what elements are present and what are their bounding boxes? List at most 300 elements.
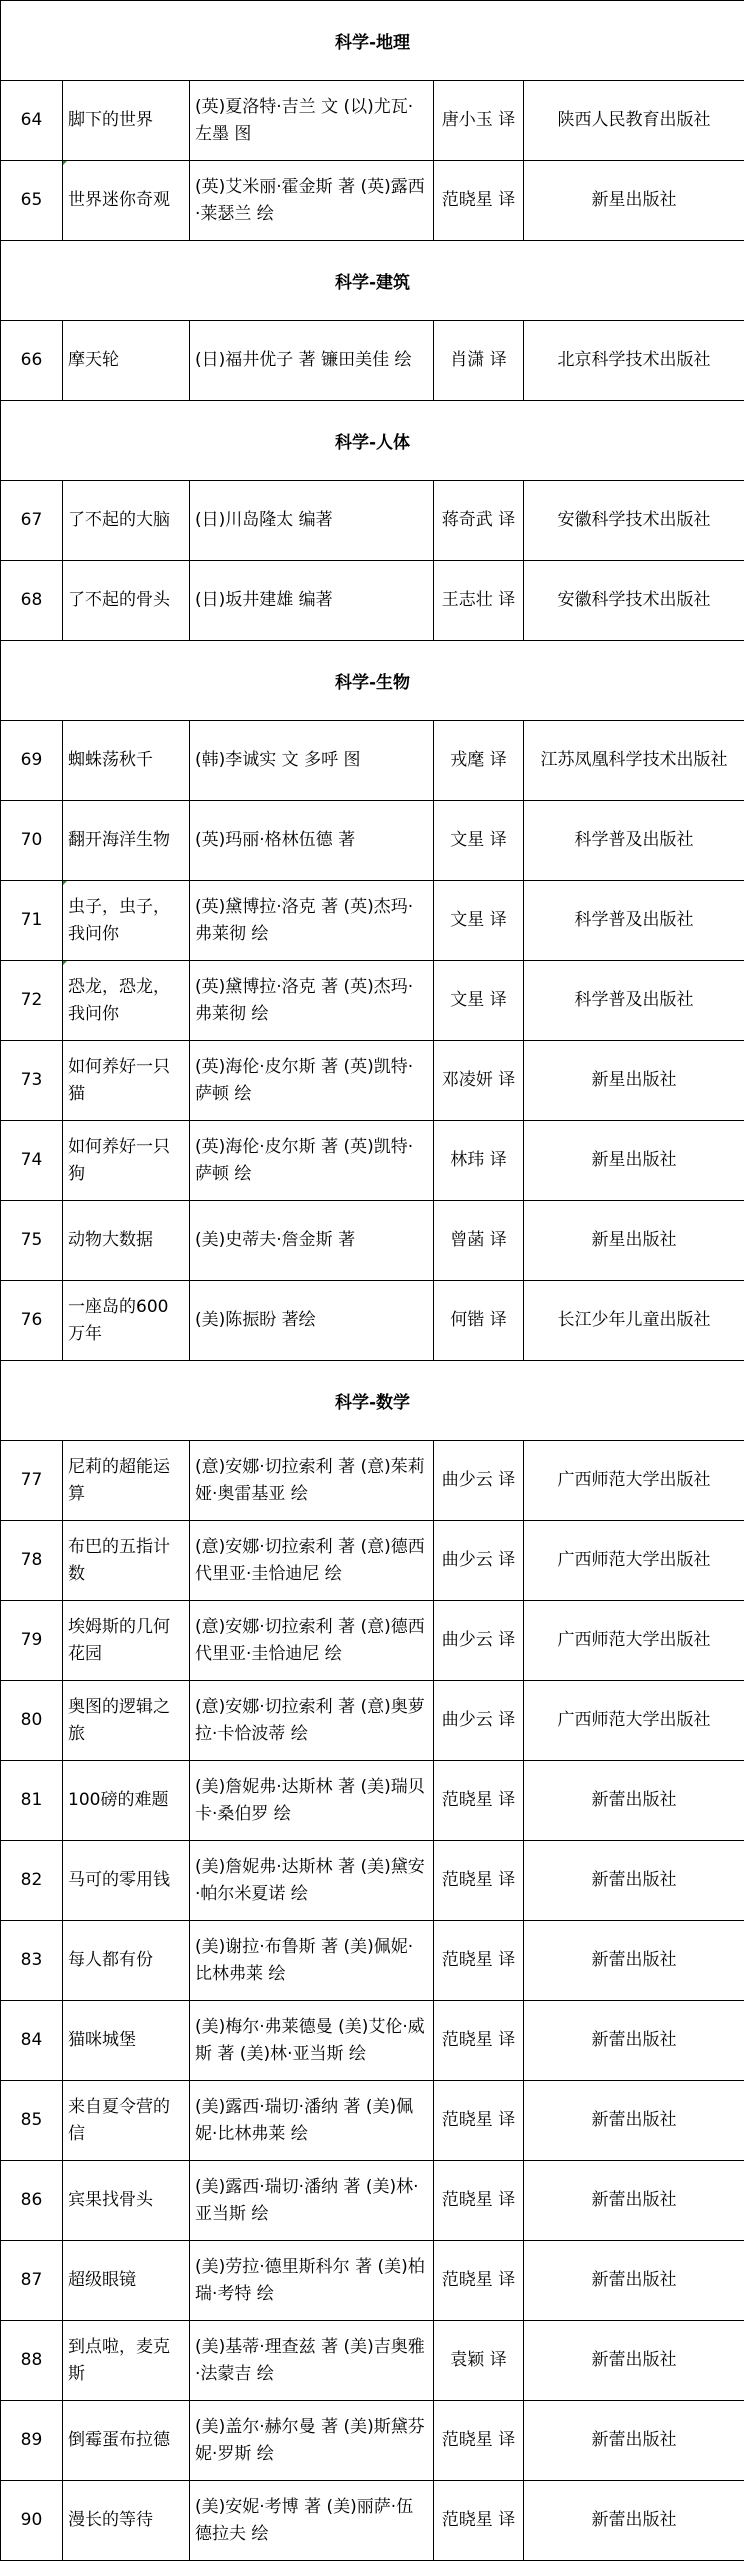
book-number-text: 73 xyxy=(20,1070,43,1090)
book-publisher-text: 新蕾出版社 xyxy=(591,2510,677,2530)
book-title xyxy=(63,1121,190,1200)
table-row xyxy=(1,1680,744,1760)
book-translator-text: 曲少云 译 xyxy=(441,1710,516,1730)
book-publisher xyxy=(524,1041,744,1120)
book-translator xyxy=(434,481,524,560)
book-translator xyxy=(434,1681,524,1760)
book-translator-text: 范晓星 译 xyxy=(441,2110,516,2130)
book-number-text: 75 xyxy=(20,1230,43,1250)
table-row xyxy=(1,1760,744,1840)
book-title-text: 脚下的世界 xyxy=(68,110,153,130)
book-author xyxy=(190,2001,434,2080)
book-title xyxy=(63,801,190,880)
book-publisher-text: 新蕾出版社 xyxy=(591,2110,677,2130)
book-translator xyxy=(434,1281,524,1360)
book-number-text: 87 xyxy=(20,2270,43,2290)
book-number xyxy=(1,1761,63,1840)
book-author-text: (美)谢拉·布鲁斯 著 (美)佩妮·比林弗莱 绘 xyxy=(195,1936,414,1984)
book-title xyxy=(63,161,190,240)
book-author xyxy=(190,2241,434,2320)
book-author xyxy=(190,1681,434,1760)
book-translator-text: 范晓星 译 xyxy=(441,2270,516,2290)
book-translator xyxy=(434,881,524,960)
table-row xyxy=(1,1200,744,1280)
book-number xyxy=(1,1121,63,1200)
book-title-text: 如何养好一只猫 xyxy=(68,1056,170,1104)
book-author-text: (美)詹妮弗·达斯林 著 (美)瑞贝卡·桑伯罗 绘 xyxy=(195,1776,425,1824)
book-publisher-text: 新蕾出版社 xyxy=(591,1950,677,1970)
cell-marker-icon xyxy=(63,961,67,965)
book-author-text: (英)玛丽·格林伍德 著 xyxy=(195,830,356,850)
book-number xyxy=(1,1201,63,1280)
section-heading: 科学-建筑 xyxy=(1,240,744,320)
book-author-text: (美)露西·瑞切·潘纳 著 (美)林·亚当斯 绘 xyxy=(195,2176,419,2224)
book-publisher-text: 新星出版社 xyxy=(591,190,677,210)
book-number-text: 85 xyxy=(20,2110,43,2130)
book-publisher-text: 科学普及出版社 xyxy=(574,830,694,850)
book-author xyxy=(190,721,434,800)
table-row xyxy=(1,2240,744,2320)
table-row xyxy=(1,1840,744,1920)
book-number xyxy=(1,161,63,240)
book-title xyxy=(63,561,190,640)
book-translator xyxy=(434,321,524,400)
book-author-text: (意)安娜·切拉索利 著 (意)茱莉娅·奥雷基亚 绘 xyxy=(195,1456,425,1504)
book-publisher xyxy=(524,1761,744,1840)
book-translator xyxy=(434,1041,524,1120)
book-translator xyxy=(434,801,524,880)
book-author-text: (美)詹妮弗·达斯林 著 (美)黛安·帕尔米夏诺 绘 xyxy=(195,1856,425,1904)
book-number-text: 78 xyxy=(20,1550,43,1570)
table-row xyxy=(1,1040,744,1120)
book-number xyxy=(1,2401,63,2480)
book-publisher xyxy=(524,721,744,800)
table-row xyxy=(1,1920,744,2000)
table-row xyxy=(1,1440,744,1520)
section-heading: 科学-数学 xyxy=(1,1360,744,1440)
book-author xyxy=(190,801,434,880)
book-number-text: 67 xyxy=(20,510,43,530)
book-number-text: 80 xyxy=(20,1710,43,1730)
table-row xyxy=(1,1520,744,1600)
book-publisher xyxy=(524,961,744,1040)
book-translator xyxy=(434,1601,524,1680)
section-heading: 科学-地理 xyxy=(1,0,744,80)
book-translator-text: 范晓星 译 xyxy=(441,2190,516,2210)
cell-marker-icon xyxy=(63,881,67,885)
book-author-text: (美)陈振盼 著绘 xyxy=(195,1310,316,1330)
book-translator-text: 曲少云 译 xyxy=(441,1630,516,1650)
book-publisher xyxy=(524,561,744,640)
book-number xyxy=(1,961,63,1040)
book-translator-text: 林玮 译 xyxy=(450,1150,507,1170)
book-author-text: (意)安娜·切拉索利 著 (意)奥萝拉·卡恰波蒂 绘 xyxy=(195,1696,425,1744)
book-title-text: 埃姆斯的几何花园 xyxy=(68,1616,170,1664)
book-title-text: 虫子，虫子，我问你 xyxy=(68,896,170,944)
table-row xyxy=(1,2480,744,2560)
book-translator-text: 王志壮 译 xyxy=(441,590,516,610)
book-publisher xyxy=(524,1681,744,1760)
book-publisher-text: 北京科学技术出版社 xyxy=(557,350,711,370)
book-translator xyxy=(434,1201,524,1280)
book-title xyxy=(63,2321,190,2400)
book-translator xyxy=(434,2321,524,2400)
table-row xyxy=(1,1120,744,1200)
book-translator-text: 蒋奇武 译 xyxy=(441,510,516,530)
book-translator xyxy=(434,961,524,1040)
book-author xyxy=(190,2481,434,2560)
book-publisher xyxy=(524,1921,744,2000)
book-number xyxy=(1,801,63,880)
book-number-text: 86 xyxy=(20,2190,43,2210)
book-translator xyxy=(434,2241,524,2320)
book-publisher xyxy=(524,2001,744,2080)
book-title-text: 猫咪城堡 xyxy=(68,2030,136,2050)
table-row xyxy=(1,2400,744,2480)
book-publisher-text: 广西师范大学出版社 xyxy=(557,1710,711,1730)
book-translator-text: 曾菡 译 xyxy=(450,1230,507,1250)
book-author-text: (美)基蒂·理查兹 著 (美)吉奥雅·法蒙吉 绘 xyxy=(195,2336,425,2384)
book-publisher xyxy=(524,1841,744,1920)
book-title xyxy=(63,1201,190,1280)
book-title-text: 奥图的逻辑之旅 xyxy=(68,1696,170,1744)
book-publisher-text: 安徽科学技术出版社 xyxy=(557,510,711,530)
book-translator-text: 袁颖 译 xyxy=(450,2350,507,2370)
book-number-text: 72 xyxy=(20,990,43,1010)
book-number xyxy=(1,321,63,400)
book-number-text: 90 xyxy=(20,2510,43,2530)
table-row xyxy=(1,80,744,160)
cell-marker-icon xyxy=(63,161,67,165)
book-translator-text: 范晓星 译 xyxy=(441,2430,516,2450)
book-translator xyxy=(434,81,524,160)
book-title xyxy=(63,721,190,800)
book-title-text: 来自夏令营的信 xyxy=(68,2096,170,2144)
book-translator-text: 文星 译 xyxy=(450,910,507,930)
book-number xyxy=(1,81,63,160)
book-title xyxy=(63,2401,190,2480)
book-author xyxy=(190,2081,434,2160)
book-author-text: (日)福井优子 著 镰田美佳 绘 xyxy=(195,350,412,370)
book-translator-text: 戎麾 译 xyxy=(450,750,507,770)
book-translator-text: 文星 译 xyxy=(450,830,507,850)
book-publisher xyxy=(524,1601,744,1680)
book-publisher-text: 广西师范大学出版社 xyxy=(557,1470,711,1490)
book-translator-text: 曲少云 译 xyxy=(441,1550,516,1570)
book-publisher-text: 陕西人民教育出版社 xyxy=(557,110,711,130)
book-publisher xyxy=(524,481,744,560)
book-number xyxy=(1,481,63,560)
book-title-text: 摩天轮 xyxy=(68,350,119,370)
book-author xyxy=(190,481,434,560)
book-author xyxy=(190,561,434,640)
book-number xyxy=(1,721,63,800)
book-translator-text: 邓凌妍 译 xyxy=(441,1070,516,1090)
book-title-text: 恐龙，恐龙，我问你 xyxy=(68,976,170,1024)
book-publisher-text: 新星出版社 xyxy=(591,1230,677,1250)
table-row xyxy=(1,320,744,400)
book-title xyxy=(63,1601,190,1680)
book-publisher-text: 安徽科学技术出版社 xyxy=(557,590,711,610)
book-author-text: (意)安娜·切拉索利 著 (意)德西代里亚·圭恰迪尼 绘 xyxy=(195,1616,425,1664)
book-title xyxy=(63,2081,190,2160)
book-publisher xyxy=(524,1521,744,1600)
book-author-text: (韩)李诚实 文 多呼 图 xyxy=(195,750,361,770)
book-author-text: (英)黛博拉·洛克 著 (英)杰玛·弗莱彻 绘 xyxy=(195,896,414,944)
book-publisher-text: 科学普及出版社 xyxy=(574,910,694,930)
book-publisher xyxy=(524,2161,744,2240)
book-author-text: (英)海伦·皮尔斯 著 (英)凯特·萨顿 绘 xyxy=(195,1056,414,1104)
book-publisher xyxy=(524,1281,744,1360)
book-number-text: 82 xyxy=(20,1870,43,1890)
book-title-text: 每人都有份 xyxy=(68,1950,153,1970)
book-author-text: (美)露西·瑞切·潘纳 著 (美)佩妮·比林弗莱 绘 xyxy=(195,2096,414,2144)
book-title-text: 100磅的难题 xyxy=(68,1790,169,1810)
book-title-text: 漫长的等待 xyxy=(68,2510,153,2530)
book-title-text: 世界迷你奇观 xyxy=(68,190,170,210)
book-author xyxy=(190,881,434,960)
book-number xyxy=(1,881,63,960)
book-translator-text: 范晓星 译 xyxy=(441,1870,516,1890)
book-translator xyxy=(434,561,524,640)
book-publisher-text: 新蕾出版社 xyxy=(591,2350,677,2370)
book-author xyxy=(190,1601,434,1680)
book-title xyxy=(63,1761,190,1840)
book-translator-text: 范晓星 译 xyxy=(441,1790,516,1810)
book-publisher xyxy=(524,2081,744,2160)
book-translator xyxy=(434,2001,524,2080)
table-row xyxy=(1,720,744,800)
book-author-text: (美)梅尔·弗莱德曼 (美)艾伦·威斯 著 (美)林·亚当斯 绘 xyxy=(195,2016,425,2064)
book-number xyxy=(1,1041,63,1120)
book-title-text: 超级眼镜 xyxy=(68,2270,136,2290)
book-publisher-text: 新星出版社 xyxy=(591,1150,677,1170)
book-author-text: (英)海伦·皮尔斯 著 (英)凯特·萨顿 绘 xyxy=(195,1136,414,1184)
book-author xyxy=(190,1281,434,1360)
table-row xyxy=(1,2320,744,2400)
book-title xyxy=(63,961,190,1040)
book-author xyxy=(190,1521,434,1600)
book-author xyxy=(190,961,434,1040)
book-title-text: 动物大数据 xyxy=(68,1230,153,1250)
book-publisher xyxy=(524,81,744,160)
book-translator xyxy=(434,161,524,240)
book-author-text: (日)川岛隆太 编著 xyxy=(195,510,333,530)
book-translator xyxy=(434,2081,524,2160)
book-publisher xyxy=(524,2241,744,2320)
book-title-text: 一座岛的600万年 xyxy=(68,1296,169,1344)
book-author-text: (英)黛博拉·洛克 著 (英)杰玛·弗莱彻 绘 xyxy=(195,976,414,1024)
book-number-text: 68 xyxy=(20,590,43,610)
book-title xyxy=(63,2481,190,2560)
book-translator xyxy=(434,1761,524,1840)
book-translator-text: 文星 译 xyxy=(450,990,507,1010)
book-publisher-text: 广西师范大学出版社 xyxy=(557,1550,711,1570)
book-publisher xyxy=(524,881,744,960)
book-title-text: 布巴的五指计数 xyxy=(68,1536,170,1584)
book-author-text: (英)夏洛特·吉兰 文 (以)尤瓦·左墨 图 xyxy=(195,96,414,144)
table-row xyxy=(1,2000,744,2080)
book-title xyxy=(63,481,190,560)
book-title xyxy=(63,81,190,160)
book-number xyxy=(1,1681,63,1760)
book-publisher xyxy=(524,321,744,400)
book-number-text: 83 xyxy=(20,1950,43,1970)
book-translator xyxy=(434,2401,524,2480)
book-number-text: 76 xyxy=(20,1310,43,1330)
book-publisher-text: 新蕾出版社 xyxy=(591,2030,677,2050)
book-translator xyxy=(434,1841,524,1920)
book-number-text: 84 xyxy=(20,2030,43,2050)
table-row xyxy=(1,560,744,640)
book-number xyxy=(1,2001,63,2080)
book-title-text: 了不起的骨头 xyxy=(68,590,170,610)
book-author-text: (美)安妮·考博 著 (美)丽萨·伍德拉夫 绘 xyxy=(195,2496,414,2544)
book-author-text: (美)史蒂夫·詹金斯 著 xyxy=(195,1230,356,1250)
book-publisher-text: 广西师范大学出版社 xyxy=(557,1630,711,1650)
book-author xyxy=(190,2161,434,2240)
book-translator-text: 唐小玉 译 xyxy=(441,110,516,130)
book-author xyxy=(190,1841,434,1920)
book-title xyxy=(63,881,190,960)
book-title xyxy=(63,321,190,400)
book-translator-text: 肖潇 译 xyxy=(450,350,507,370)
book-title xyxy=(63,1041,190,1120)
book-title-text: 马可的零用钱 xyxy=(68,1870,170,1890)
book-title-text: 尼莉的超能运算 xyxy=(68,1456,170,1504)
book-author xyxy=(190,81,434,160)
book-number-text: 66 xyxy=(20,350,43,370)
section-heading: 科学-生物 xyxy=(1,640,744,720)
book-number-text: 79 xyxy=(20,1630,43,1650)
book-number xyxy=(1,1521,63,1600)
book-translator-text: 范晓星 译 xyxy=(441,2030,516,2050)
table-row xyxy=(1,2160,744,2240)
book-title xyxy=(63,1681,190,1760)
book-title xyxy=(63,1921,190,2000)
book-number xyxy=(1,2321,63,2400)
table-row xyxy=(1,1600,744,1680)
book-number-text: 70 xyxy=(20,830,43,850)
table-row xyxy=(1,960,744,1040)
book-number xyxy=(1,1921,63,2000)
book-number xyxy=(1,2161,63,2240)
book-author xyxy=(190,321,434,400)
book-title-text: 到点啦，麦克斯 xyxy=(68,2336,170,2384)
book-publisher-text: 江苏凤凰科学技术出版社 xyxy=(540,750,728,770)
book-number xyxy=(1,1841,63,1920)
book-number-text: 71 xyxy=(20,910,43,930)
book-title xyxy=(63,2161,190,2240)
book-author xyxy=(190,1121,434,1200)
book-publisher-text: 新星出版社 xyxy=(591,1070,677,1090)
book-translator xyxy=(434,721,524,800)
book-title-text: 倒霉蛋布拉德 xyxy=(68,2430,170,2450)
book-translator xyxy=(434,1441,524,1520)
book-author xyxy=(190,2321,434,2400)
book-number xyxy=(1,1281,63,1360)
book-author-text: (美)劳拉·德里斯科尔 著 (美)柏瑞·考特 绘 xyxy=(195,2256,425,2304)
book-title-text: 蜘蛛荡秋千 xyxy=(68,750,153,770)
book-number-text: 89 xyxy=(20,2430,43,2450)
book-number xyxy=(1,2481,63,2560)
book-author xyxy=(190,1041,434,1120)
book-translator xyxy=(434,1921,524,2000)
table-row xyxy=(1,800,744,880)
book-author-text: (意)安娜·切拉索利 著 (意)德西代里亚·圭恰迪尼 绘 xyxy=(195,1536,425,1584)
book-title xyxy=(63,1441,190,1520)
book-number-text: 64 xyxy=(20,110,43,130)
book-title xyxy=(63,1281,190,1360)
table-row xyxy=(1,160,744,240)
book-translator xyxy=(434,2161,524,2240)
book-publisher-text: 新蕾出版社 xyxy=(591,2430,677,2450)
book-title xyxy=(63,1841,190,1920)
table-row xyxy=(1,2080,744,2160)
book-publisher-text: 新蕾出版社 xyxy=(591,1870,677,1890)
book-publisher-text: 新蕾出版社 xyxy=(591,2190,677,2210)
section-heading: 科学-人体 xyxy=(1,400,744,480)
book-title xyxy=(63,1521,190,1600)
book-publisher-text: 新蕾出版社 xyxy=(591,2270,677,2290)
book-publisher xyxy=(524,2401,744,2480)
book-author xyxy=(190,2401,434,2480)
book-title-text: 如何养好一只狗 xyxy=(68,1136,170,1184)
book-title-text: 了不起的大脑 xyxy=(68,510,170,530)
book-number-text: 77 xyxy=(20,1470,43,1490)
book-author xyxy=(190,1761,434,1840)
book-author-text: (美)盖尔·赫尔曼 著 (美)斯黛芬妮·罗斯 绘 xyxy=(195,2416,425,2464)
book-number xyxy=(1,1441,63,1520)
book-number xyxy=(1,1601,63,1680)
book-number-text: 65 xyxy=(20,190,43,210)
book-publisher xyxy=(524,2481,744,2560)
book-number xyxy=(1,2241,63,2320)
book-publisher-text: 新蕾出版社 xyxy=(591,1790,677,1810)
book-translator-text: 范晓星 译 xyxy=(441,190,516,210)
book-publisher xyxy=(524,161,744,240)
book-translator xyxy=(434,2481,524,2560)
book-number-text: 74 xyxy=(20,1150,43,1170)
book-publisher xyxy=(524,1121,744,1200)
book-translator-text: 曲少云 译 xyxy=(441,1470,516,1490)
book-translator-text: 范晓星 译 xyxy=(441,2510,516,2530)
book-number-text: 88 xyxy=(20,2350,43,2370)
book-author xyxy=(190,1921,434,2000)
book-publisher xyxy=(524,2321,744,2400)
book-publisher xyxy=(524,801,744,880)
book-title-text: 宾果找骨头 xyxy=(68,2190,153,2210)
book-author xyxy=(190,161,434,240)
book-author-text: (英)艾米丽·霍金斯 著 (英)露西·莱瑟兰 绘 xyxy=(195,176,425,224)
book-translator xyxy=(434,1121,524,1200)
book-title xyxy=(63,2001,190,2080)
book-author-text: (日)坂井建雄 编著 xyxy=(195,590,333,610)
book-author xyxy=(190,1441,434,1520)
book-publisher xyxy=(524,1441,744,1520)
book-publisher-text: 长江少年儿童出版社 xyxy=(557,1310,711,1330)
book-title-text: 翻开海洋生物 xyxy=(68,830,170,850)
table-row xyxy=(1,1280,744,1360)
book-title xyxy=(63,2241,190,2320)
book-number-text: 81 xyxy=(20,1790,43,1810)
book-translator-text: 范晓星 译 xyxy=(441,1950,516,1970)
book-translator xyxy=(434,1521,524,1600)
book-number xyxy=(1,561,63,640)
book-translator-text: 何锴 译 xyxy=(450,1310,507,1330)
table-row xyxy=(1,480,744,560)
book-publisher-text: 科学普及出版社 xyxy=(574,990,694,1010)
